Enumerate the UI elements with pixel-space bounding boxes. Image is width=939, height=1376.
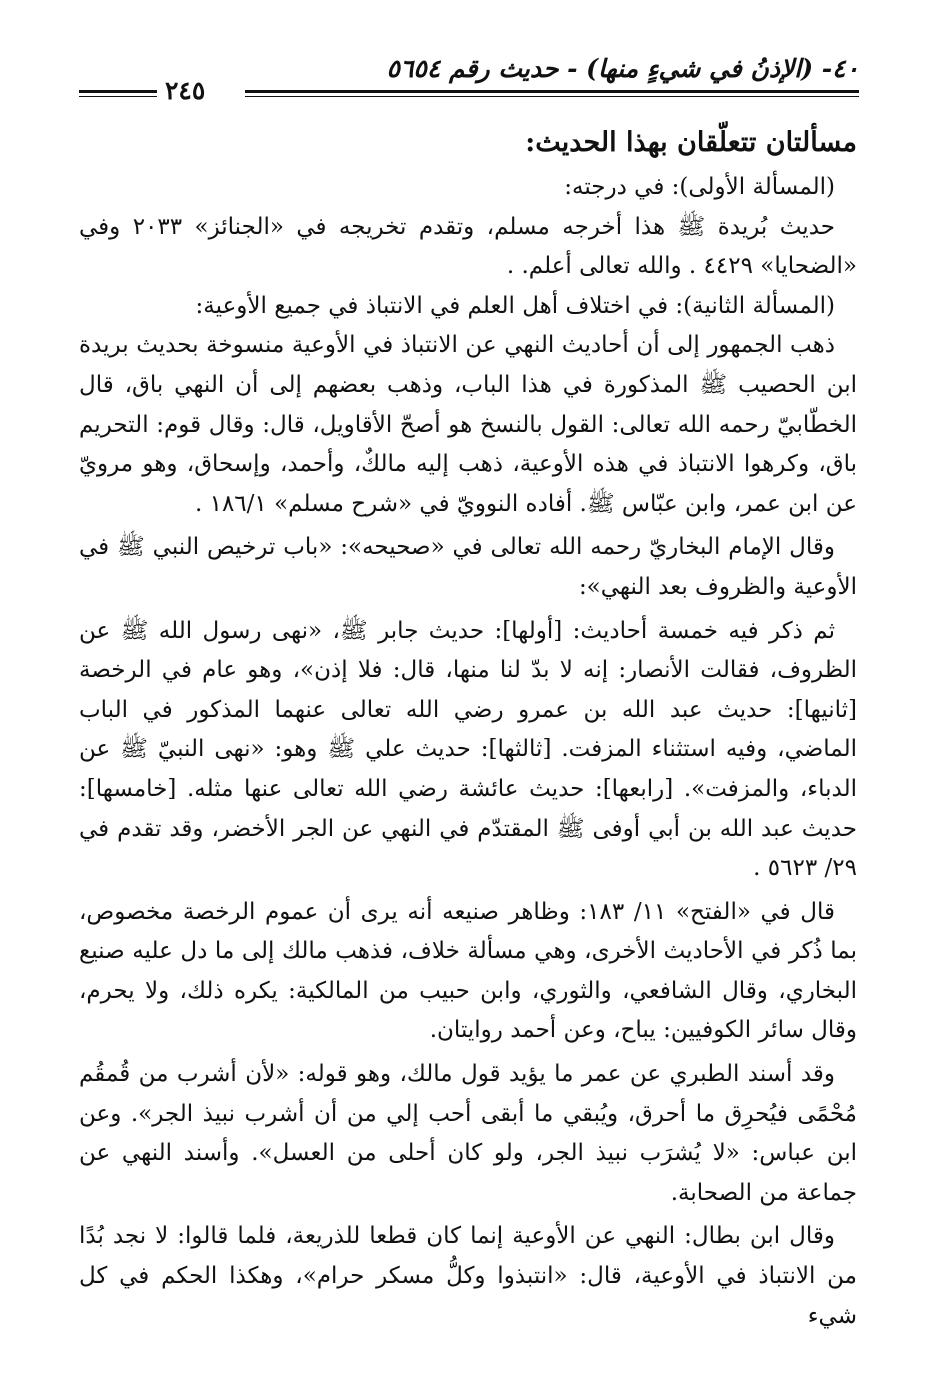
paragraph-7: وقد أسند الطبري عن عمر ما يؤيد قول مالك، وهو قوله: «لأن أشرب من قُمقُم مُحْمًى فيُحرِق ما أحرق، ويُبقي ما أبقى أحب إلي من أن أشرب نبيذ الجر». وعن ابن عباس: «لا يُشرَب نبيذ الجر، ولو كان أحلى من العسل». وأسند النهي عن جماعة من الصحابة.	[79, 1061, 857, 1206]
paragraph-4: وقال الإمام البخاريّ رحمه الله تعالى في «صحيحه»: «باب ترخيص النبي ﷺ في الأوعية والظروف بعد النهي»:	[79, 534, 857, 600]
issue-two-heading: (المسألة الثانية): في اختلاف أهل العلم في الانتباذ في جميع الأوعية:	[195, 292, 835, 319]
running-header	[79, 52, 859, 108]
section-title: مسألتان تتعلّقان بهذا الحديث:	[525, 127, 857, 158]
header-rule-right	[245, 90, 859, 99]
paragraph-5: ثم ذكر فيه خمسة أحاديث: [أولها]: حديث جابر ﷺ، «نهى رسول الله ﷺ عن الظروف، فقالت الأنصار: إنه لا بدّ لنا منها، قال: فلا إذن»، وهو عام في الرخصة [ثانيها]: حديث عبد الله بن عمرو رضي الله تعالى عنهما المذكور في الباب الماضي، وفيه استثناء المزفت. [ثالثها]: حديث علي ﷺ وهو: «نهى النبيّ ﷺ عن الدباء، والمزفت». [رابعها]: حديث عائشة رضي الله تعالى عنها مثله. [خامسها]: حديث عبد الله بن أبي أوفى ﷺ المقتدّم في النهي عن الجر الأخضر، وقد تقدم في ٢٩/ ٥٦٢٣ .	[79, 617, 857, 882]
paragraph-8: وقال ابن بطال: النهي عن الأوعية إنما كان قطعا للذريعة، فلما قالوا: لا نجد بُدًا من الانتباذ في الأوعية، قال: «انتبذوا وكلُّ مسكر حرام»، وهكذا الحكم في كل شيء	[79, 1223, 857, 1329]
paragraph-6: قال في «الفتح» ١١/ ١٨٣: وظاهر صنيعه أنه يرى أن عموم الرخصة مخصوص، بما ذُكر في الأحاديث الأخرى، وهي مسألة خلاف، فذهب مالك إلى ما دل عليه صنيع البخاري، وقال الشافعي، والثوري، وابن حبيب من المالكية: يكره ذلك، ولا يحرم، وقال سائر الكوفيين: يباح، وعن أحمد روايتان.	[79, 898, 857, 1044]
page-body	[79, 118, 857, 1336]
issue-one-heading: (المسألة الأولى): في درجته:	[564, 174, 835, 200]
header-title: ٤٠- (الإذنُ في شيءٍ منها) - حديث رقم ٥٦٥٤	[386, 54, 859, 83]
paragraph-1: حديث بُريدة ﷺ هذا أخرجه مسلم، وتقدم تخريجه في «الجنائز» ٢٠٣٣ وفي «الضحايا» ٤٤٢٩ . والله تعالى أعلم. .	[79, 213, 857, 280]
page-number: ٢٤٥	[165, 76, 206, 105]
paragraph-3: ذهب الجمهور إلى أن أحاديث النهي عن الانتباذ في الأوعية منسوخة بحديث بريدة ابن الحصيب ﷺ المذكورة في هذا الباب، وذهب بعضهم إلى أن النهي باق، قال الخطّابيّ رحمه الله تعالى: القول بالنسخ هو أصحّ الأقاويل، قال: وقال قوم: التحريم باق، وكرهوا الانتباذ في هذه الأوعية، ذهب إليه مالكٌ، وأحمد، وإسحاق، وهو مرويّ عن ابن عمر، وابن عبّاس ﷺ. أفاده النوويّ في «شرح مسلم» ١٨٦/١ .	[79, 332, 857, 517]
header-rule-left	[79, 90, 157, 99]
